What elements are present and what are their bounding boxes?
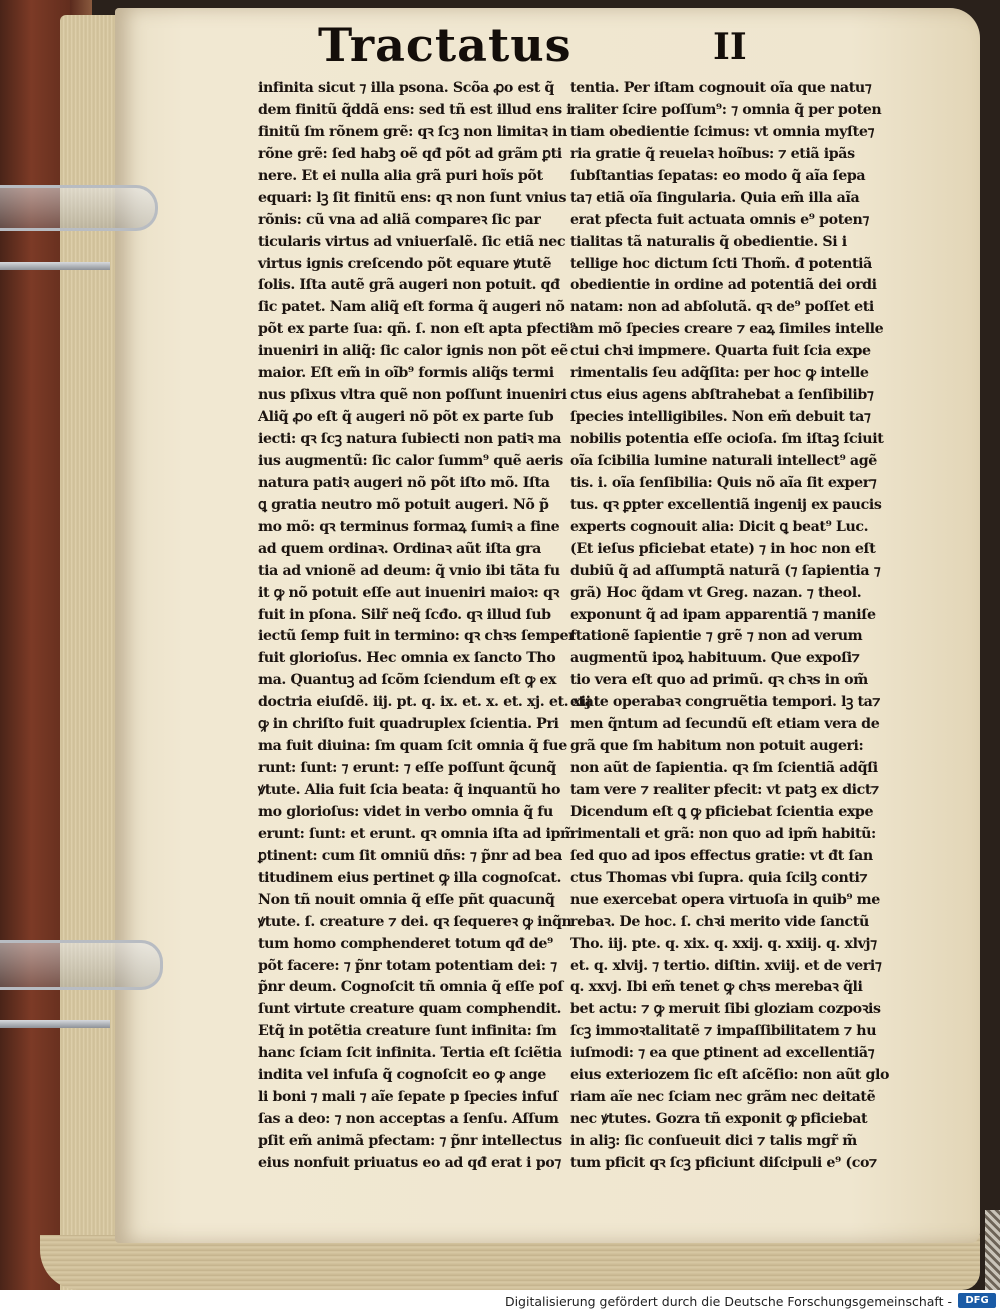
text-line: am mõ ſpecies creare ⁊ eaꝝ ſimiles intelle (570, 321, 884, 338)
text-line: mo glorioſus: videt in verbo omnia q̃ fu (258, 803, 553, 820)
text-line: virtus ignis creſcendo põt equare ꝟtutẽ (258, 255, 552, 272)
text-line: tellige hoc dictum ſcti Thom̃. đ potentiã (570, 255, 872, 272)
text-line: ſed quo ad ipos effectus gratie: vt đt ſan (570, 847, 873, 864)
running-title: Tractatus (318, 18, 572, 72)
text-line: tam vere ⁊ realiter pfecit: vt patꝫ ex dict⁊ (570, 782, 879, 798)
page-stack-bottom (40, 1235, 980, 1290)
text-line: Aliq̃ ꝓo eſt q̃ augeri nõ põt ex parte ſub (258, 409, 554, 426)
text-line: Non tñ nouit omnia q̃ eſſe pñt quacunq̃ (258, 891, 555, 908)
text-line: ſolis. Iſta autẽ grã augeri non potuit. qđ (258, 277, 560, 294)
page-header (318, 18, 778, 78)
text-line: nere. Et ei nulla alia grã puri hoĩs põt (258, 167, 543, 184)
text-line: ius augmentũ: ſic calor ſumm⁹ quẽ aeris (258, 452, 563, 469)
text-line: fuit in pſona. Silr̃ neq̃ ſcđo. qꝛ illud ſub (258, 606, 551, 623)
text-line: grã) Hoc q̃dam vt Greg. nazan. ⁊ theol. (570, 584, 862, 601)
text-line: Dicendum eſt ꝗ ꝙ pficiebat ſcientia expe (570, 803, 874, 820)
clamp-bottom (0, 940, 163, 990)
text-line: põt facere: ⁊ p̃nr totam potentiam dei: ⁊ (258, 957, 557, 974)
clamp-top (0, 185, 158, 231)
text-line: ſas a deo: ⁊ non acceptas a ſenſu. Aſſum (258, 1111, 559, 1128)
text-line: runt: ſunt: ⁊ erunt: ⁊ eſſe poſſunt q̃cunq̃ (258, 760, 556, 777)
text-line: pſit em̃ animã pfectam: ⁊ p̃nr intellectus (258, 1133, 562, 1149)
text-line: et. q. xlvij. ⁊ tertio. diſtin. xviij. et de veri⁊ (570, 957, 882, 974)
text-line: ta⁊ etiã oĩa ſingularia. Quia em̃ illa aĩa (570, 189, 860, 206)
text-line: indita vel infuſa q̃ cognoſcit eo ꝙ ange (258, 1067, 546, 1084)
text-line: tum pficit qꝛ ſcꝫ pficiunt diſcipuli e⁹ (co⁊ (570, 1154, 877, 1171)
text-column-left (258, 78, 591, 1175)
bookmark-ribbon (985, 1210, 1000, 1290)
text-line: tia ad vnionẽ ad deum: q̃ vnio ibi tãta fu (258, 562, 560, 579)
text-line: eius exteriozem ſic eſt aſcẽſio: non aũt glo (570, 1067, 890, 1084)
dfg-logo: DFG (958, 1293, 996, 1308)
text-line: obedientie in ordine ad potentiã dei ordi (570, 277, 877, 294)
text-line: erunt: ſunt: et erunt. qꝛ omnia iſta ad ipm̃ (258, 825, 575, 842)
text-line: dem finitũ q̃ddã ens: sed tñ est illud ens i (258, 101, 572, 118)
text-column-right (570, 78, 890, 1175)
text-line: ctus Thomas vbi ſupra. quia ſcilꝫ conti⁊ (570, 869, 868, 886)
text-line: Tho. iij. pte. q. xix. q. xxij. q. xxiij. q. xlvj⁊ (570, 935, 877, 952)
text-line: ſpecies intelligibiles. Non em̃ debuit ta⁊ (570, 409, 871, 426)
text-line: Etq̃ in potẽtia creature ſunt infinita: ſm (258, 1023, 557, 1040)
text-line: nobilis potentia eſſe ocioſa. ſm iſtaꝫ ſciuit (570, 431, 884, 447)
text-line: ſic patet. Nam aliq̃ eſt forma q̃ augeri nõ (258, 299, 565, 316)
text-line: natam: non ad abſolutã. qꝛ de⁹ poſſet eti (570, 299, 874, 316)
text-line: natura patiꝛ augeri nõ põt iſto mõ. Iſta (258, 474, 550, 491)
text-line: ma fuit diuina: ſm quam ſcit omnia q̃ fue (258, 738, 567, 755)
text-line: mo mõ: qꝛ terminus formaꝝ ſumiꝛ a fine (258, 518, 560, 535)
text-line: dubiũ q̃ ad aſſumptã naturã (⁊ ſapientia ⁊ (570, 562, 881, 579)
text-line: iecti: qꝛ ſcꝫ natura ſubiecti non patiꝛ ma (258, 431, 562, 447)
text-line: etate operabaꝛ congruẽtia tempori. lꝫ ta⁊ (570, 694, 881, 711)
text-line: ſcꝫ immoꝛtalitatẽ ⁊ impaſſibilitatem ⁊ hu (570, 1023, 877, 1040)
text-line: ctus eius agens abſtrahebat a ſenſibilib⁊ (570, 387, 874, 404)
text-line: ꝑtinent: cum ſit omniũ dñs: ⁊ p̃nr ad bea (258, 847, 562, 864)
funding-credit: Digitalisierung gefördert durch die Deutsche Forschungsgemeinschaft - (504, 1294, 952, 1309)
text-line: p̃nr deum. Cognoſcit tñ omnia q̃ eſſe poſ (258, 979, 563, 996)
text-line: ꝟtute. Alia fuit ſcia beata: q̃ inquantũ ho (258, 782, 561, 798)
text-line: tentia. Per iſtam cognouit oĩa que natu⁊ (570, 80, 872, 96)
text-line: tus. qꝛ ꝑpter excellentiã ingenij ex paucis (570, 496, 882, 513)
text-line: tis. i. oĩa ſenſibilia: Quis nõ aĩa ſit exper⁊ (570, 474, 877, 491)
text-line: exponunt q̃ ad ipam apparentiã ⁊ maniſe (570, 606, 876, 623)
text-line: oĩa ſcibilia lumine naturali intellect⁹ agẽ (570, 452, 877, 469)
text-line: rõne grẽ: ſed habꝫ oẽ qđ põt ad grãm ꝑti (258, 145, 562, 162)
clamp-bar-top (0, 262, 110, 270)
text-line: nus pſixus vltra quẽ non poſſunt inueniri (258, 387, 567, 404)
text-line: põt ex parte ſua: qñ. ſ. non eſt apta pfecti⁹ (258, 321, 576, 338)
text-line: rimentalis ſeu adq̃ſita: per hoc ꝙ intelle (570, 365, 869, 382)
credit-bar (0, 1290, 1000, 1313)
text-line: infinita sicut ⁊ illa psona. Scõa ꝓo est q̃ (258, 80, 554, 96)
text-line: equari: lꝫ ſit finitũ ens: qꝛ non ſunt vnius (258, 189, 567, 206)
text-line: ma. Quantuꝫ ad ſcõm ſciendum eſt ꝙ ex (258, 672, 557, 689)
text-line: tiam obedientie ſcimus: vt omnia myſte⁊ (570, 123, 875, 140)
text-line: nue exercebat opera virtuoſa in quib⁹ me (570, 891, 880, 908)
text-line: tum homo comphenderet totum qđ de⁹ (258, 935, 553, 952)
text-line: experts cognouit alia: Dicit ꝗ beat⁹ Luc. (570, 518, 869, 535)
text-line: non aũt de ſapientia. qꝛ ſm ſcientiã adq̃ſi (570, 760, 878, 777)
text-line: ꝙ in chriſto fuit quadruplex ſcientia. Pri (258, 716, 559, 733)
text-line: finitũ ſm rõnem grẽ: qꝛ ſcꝫ non limitaꝛ in (258, 123, 567, 140)
text-line: tialitas tã naturalis q̃ obedientie. Si i (570, 233, 847, 250)
text-line: ctui chꝛi impmere. Quarta fuit ſcia expe (570, 343, 871, 360)
text-line: eius nonfuit priuatus eo ad qđ erat i po⁊ (258, 1154, 561, 1171)
text-line: ſunt virtute creature quam comphendit. (258, 1001, 562, 1018)
text-line: bet actu: ⁊ ꝙ meruit ſibi gloziam cozpoꝛis (570, 1001, 881, 1018)
text-line: hanc ſciam ſcit infinita. Tertia eſt ſciẽtia (258, 1045, 562, 1062)
text-line: ticularis virtus ad vniuerſalẽ. ſic etiã nec (258, 233, 566, 250)
clamp-bar-bottom (0, 1020, 110, 1028)
text-line: q. xxvj. Ibi em̃ tenet ꝙ chꝛs merebaꝛ q̃li (570, 979, 863, 996)
text-line: iectũ ſemp fuit in termino: qꝛ chꝛs ſemper (258, 628, 576, 645)
text-line: rõnis: cũ vna ad aliã compareꝛ ſic par (258, 211, 541, 228)
folio-number: II (713, 26, 747, 68)
text-line: grã que ſm habitum non potuit augeri: (570, 738, 864, 755)
text-line: ad quem ordinaꝛ. Ordinaꝛ aũt iſta gra (258, 540, 541, 557)
text-line: nec ꝟtutes. Gozra tñ exponit ꝙ pficiebat (570, 1111, 868, 1128)
text-line: men q̃ntum ad ſecundũ eſt etiam vera de (570, 716, 880, 733)
text-line: rimentali et grã: non quo ad ipm̃ habitũ: (570, 825, 876, 842)
text-line: augmentũ ipoꝝ habituum. Que expoſi⁊ (570, 650, 860, 667)
text-line: ꝗ gratia neutro mõ potuit augeri. Nõ p̃ (258, 496, 549, 513)
text-line: ria gratie q̃ reuelaꝛ hoĩbus: ⁊ etiã ipãs (570, 145, 855, 162)
text-line: ſubſtantias ſepatas: eo modo q̃ aĩa ſepa (570, 167, 866, 184)
text-line: riam aĩe nec ſciam nec grãm nec deitatẽ (570, 1089, 876, 1106)
text-line: (Et ieſus pficiebat etate) ⁊ in hoc non eſt (570, 540, 876, 557)
text-line: maior. Eſt em̃ in oĩb⁹ formis aliq̃s termi (258, 365, 554, 382)
text-line: rebaꝛ. De hoc. ſ. chꝛi merito vide ſanctũ (570, 913, 869, 930)
text-line: raliter ſcire poſſum⁹: ⁊ omnia q̃ per poten (570, 101, 882, 118)
text-line: in aliꝫ: ſic conſueuit dici ⁊ talis mgr̃ m̃ (570, 1133, 857, 1149)
text-line: erat pfecta fuit actuata omnis e⁹ poten⁊ (570, 211, 870, 228)
text-line: ſtationẽ ſapientie ⁊ grẽ ⁊ non ad verum (570, 628, 863, 645)
text-line: titudinem eius pertinet ꝙ illa cognoſcat. (258, 869, 561, 886)
text-line: inueniri in aliq̃: ſic calor ignis non põt eẽ (258, 343, 568, 360)
text-line: it ꝙ nõ potuit eſſe aut inueniri maioꝛ: qꝛ (258, 584, 559, 601)
text-line: doctria eiuſdẽ. iij. pt. q. ix. et. x. et. xj. et. xij (258, 694, 591, 711)
text-line: ꝟtute. ſ. creature ⁊ dei. qꝛ ſequereꝛ ꝙ inq̃n (258, 913, 572, 930)
text-line: fuit glorioſus. Hec omnia ex ſancto Tho (258, 650, 556, 667)
text-line: li boni ⁊ mali ⁊ aĩe ſepate p ſpecies infuſ (258, 1089, 558, 1106)
text-line: tio vera eſt quo ad primũ. qꝛ chꝛs in om̃ (570, 672, 868, 689)
text-line: iuſmodi: ⁊ ea que ꝑtinent ad excellentiã⁊ (570, 1045, 875, 1062)
